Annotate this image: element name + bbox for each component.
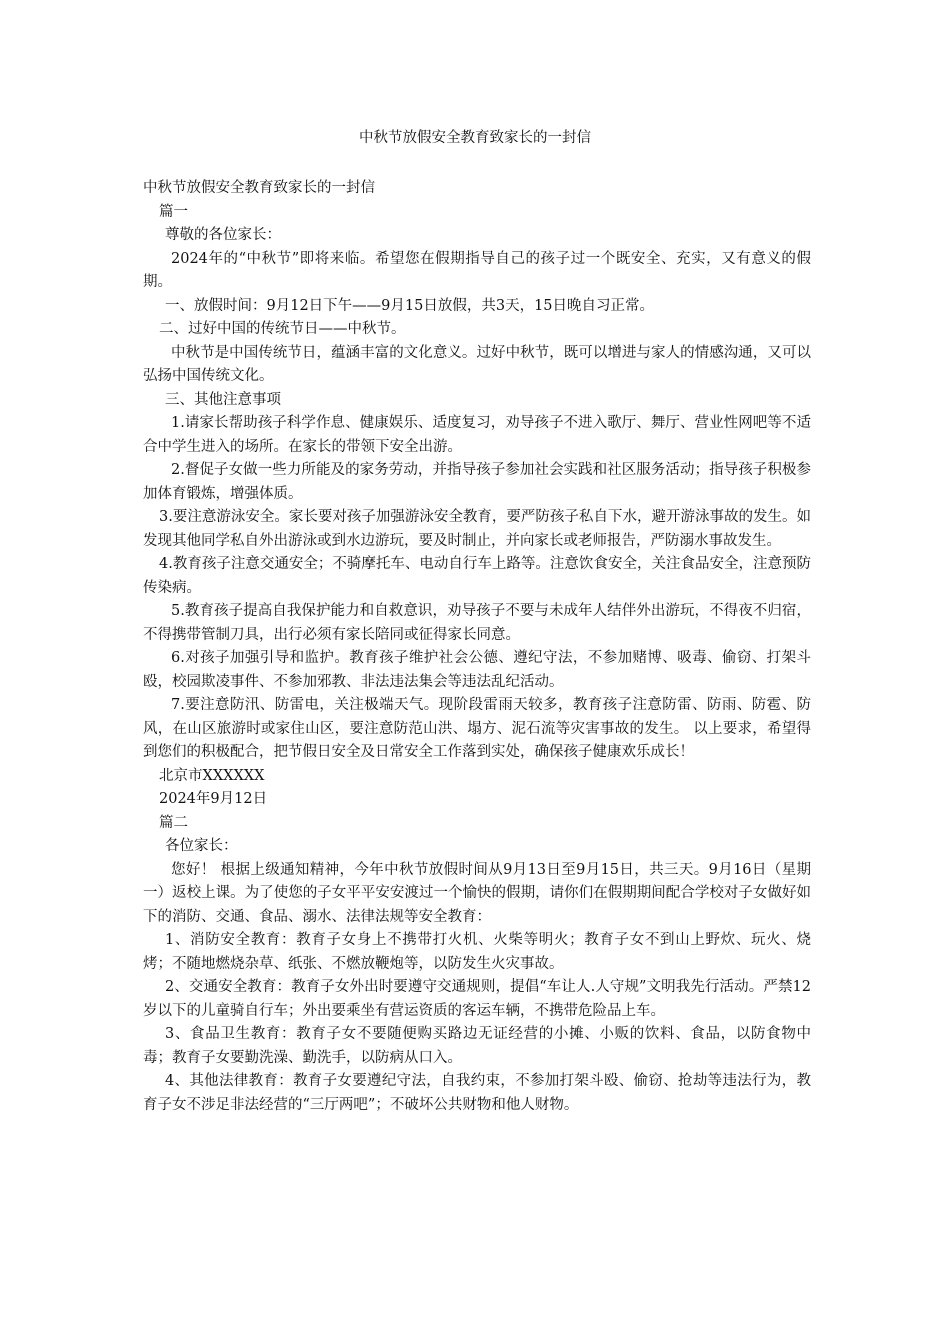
part-one-item-2-body: 中秋节是中国传统节日，蕴涵丰富的文化意义。过好中秋节，既可以增进与家人的情感沟通，又可以弘扬中国传统文化。 (143, 344, 811, 384)
letter-heading: 中秋节放假安全教育致家长的一封信 (143, 180, 375, 196)
part-one-note: 2.督促子女做一些力所能及的家务劳动，并指导孩子参加社会实践和社区服务活动；指导孩子积极参加体育锻炼，增强体质。 (143, 462, 811, 502)
part-one-note: 3.要注意游泳安全。家长要对孩子加强游泳安全教育，要严防孩子私自下水，避开游泳事故的发生。如发现其他同学私自外出游泳或到水边游玩，要及时制止，并向家长或老师报告，严防溺水事故发生。 (143, 509, 811, 549)
page-title: 中秋节放假安全教育致家长的一封信 (359, 130, 591, 146)
part-one-item-2: 二、过好中国的传统节日——中秋节。 (159, 321, 406, 337)
part-one-date: 2024年9月12日 (159, 791, 268, 807)
part-one-signature: 北京市XXXXXX (159, 767, 265, 784)
part-one-intro: 2024年的“中秋节”即将来临。希望您在假期指导自己的孩子过一个既安全、充实，又有意义的假期。 (143, 250, 811, 290)
part-one-greeting: 尊敬的各位家长： (165, 227, 281, 243)
part-one-note: 4.教育孩子注意交通安全；不骑摩托车、电动自行车上路等。注意饮食安全，关注食品安全，注意预防传染病。 (143, 556, 811, 596)
part-two-intro: 您好！ 根据上级通知精神，今年中秋节放假时间从9月13日至9月15日，共三天。9月16日（星期一）返校上课。为了使您的子女平平安安渡过一个愉快的假期，请你们在假期期间配合学校对子女做好如下的消防、交通、食品、溺水、法律法规等安全教育： (143, 861, 811, 925)
part-two-item: 4、其他法律教育：教育子女要遵纪守法，自我约束，不参加打架斗殴、偷窃、抢劫等违法行为，教育子女不涉足非法经营的“三厅两吧”；不破坏公共财物和他人财物。 (143, 1073, 811, 1113)
part-two-greeting: 各位家长： (165, 838, 238, 854)
part-one-note: 7.要注意防汛、防雷电，关注极端天气。现阶段雷雨天较多，教育孩子注意防雷、防雨、防雹、防风，在山区旅游时或家住山区，要注意防范山洪、塌方、泥石流等灾害事故的发生。 以上要求，希望得到您们的积极配合，把节假日安全及日常安全工作落到实处，确保孩子健康欢乐成长！ (143, 697, 811, 760)
part-one-note: 5.教育孩子提高自我保护能力和自救意识，劝导孩子不要与未成年人结伴外出游玩，不得夜不归宿，不得携带管制刀具，出行必须有家长陪同或征得家长同意。 (143, 603, 811, 643)
part-two-item: 3、食品卫生教育：教育子女不要随便购买路边无证经营的小摊、小贩的饮料、食品，以防食物中毒；教育子女要勤洗澡、勤洗手，以防病从口入。 (143, 1026, 811, 1066)
part-one-note: 6.对孩子加强引导和监护。教育孩子维护社会公德、遵纪守法，不参加赌博、吸毒、偷窃、打架斗殴，校园欺凌事件、不参加邪教、非法违法集会等违法乱纪活动。 (143, 650, 811, 690)
part-one-label: 篇一 (159, 203, 188, 220)
part-two-item: 1、消防安全教育：教育子女身上不携带打火机、火柴等明火；教育子女不到山上野炊、玩火、烧烤；不随地燃烧杂草、纸张、不燃放鞭炮等，以防发生火灾事故。 (143, 932, 811, 972)
letter-body (143, 177, 811, 1117)
part-one-item-3: 三、其他注意事项 (165, 391, 281, 408)
part-one-note: 1.请家长帮助孩子科学作息、健康娱乐、适度复习，劝导孩子不进入歌厅、舞厅、营业性网吧等不适合中学生进入的场所。在家长的带领下安全出游。 (143, 415, 811, 455)
part-one-item-1: 一、放假时间：9月12日下午——9月15日放假，共3天，15日晚自习正常。 (165, 297, 655, 314)
part-two-label: 篇二 (159, 814, 188, 831)
part-two-item: 2、交通安全教育：教育子女外出时要遵守交通规则，提倡“车让人.人守规”文明我先行活动。严禁12岁以下的儿童骑自行车；外出要乘坐有营运资质的客运车辆，不携带危险品上车。 (143, 979, 811, 1019)
